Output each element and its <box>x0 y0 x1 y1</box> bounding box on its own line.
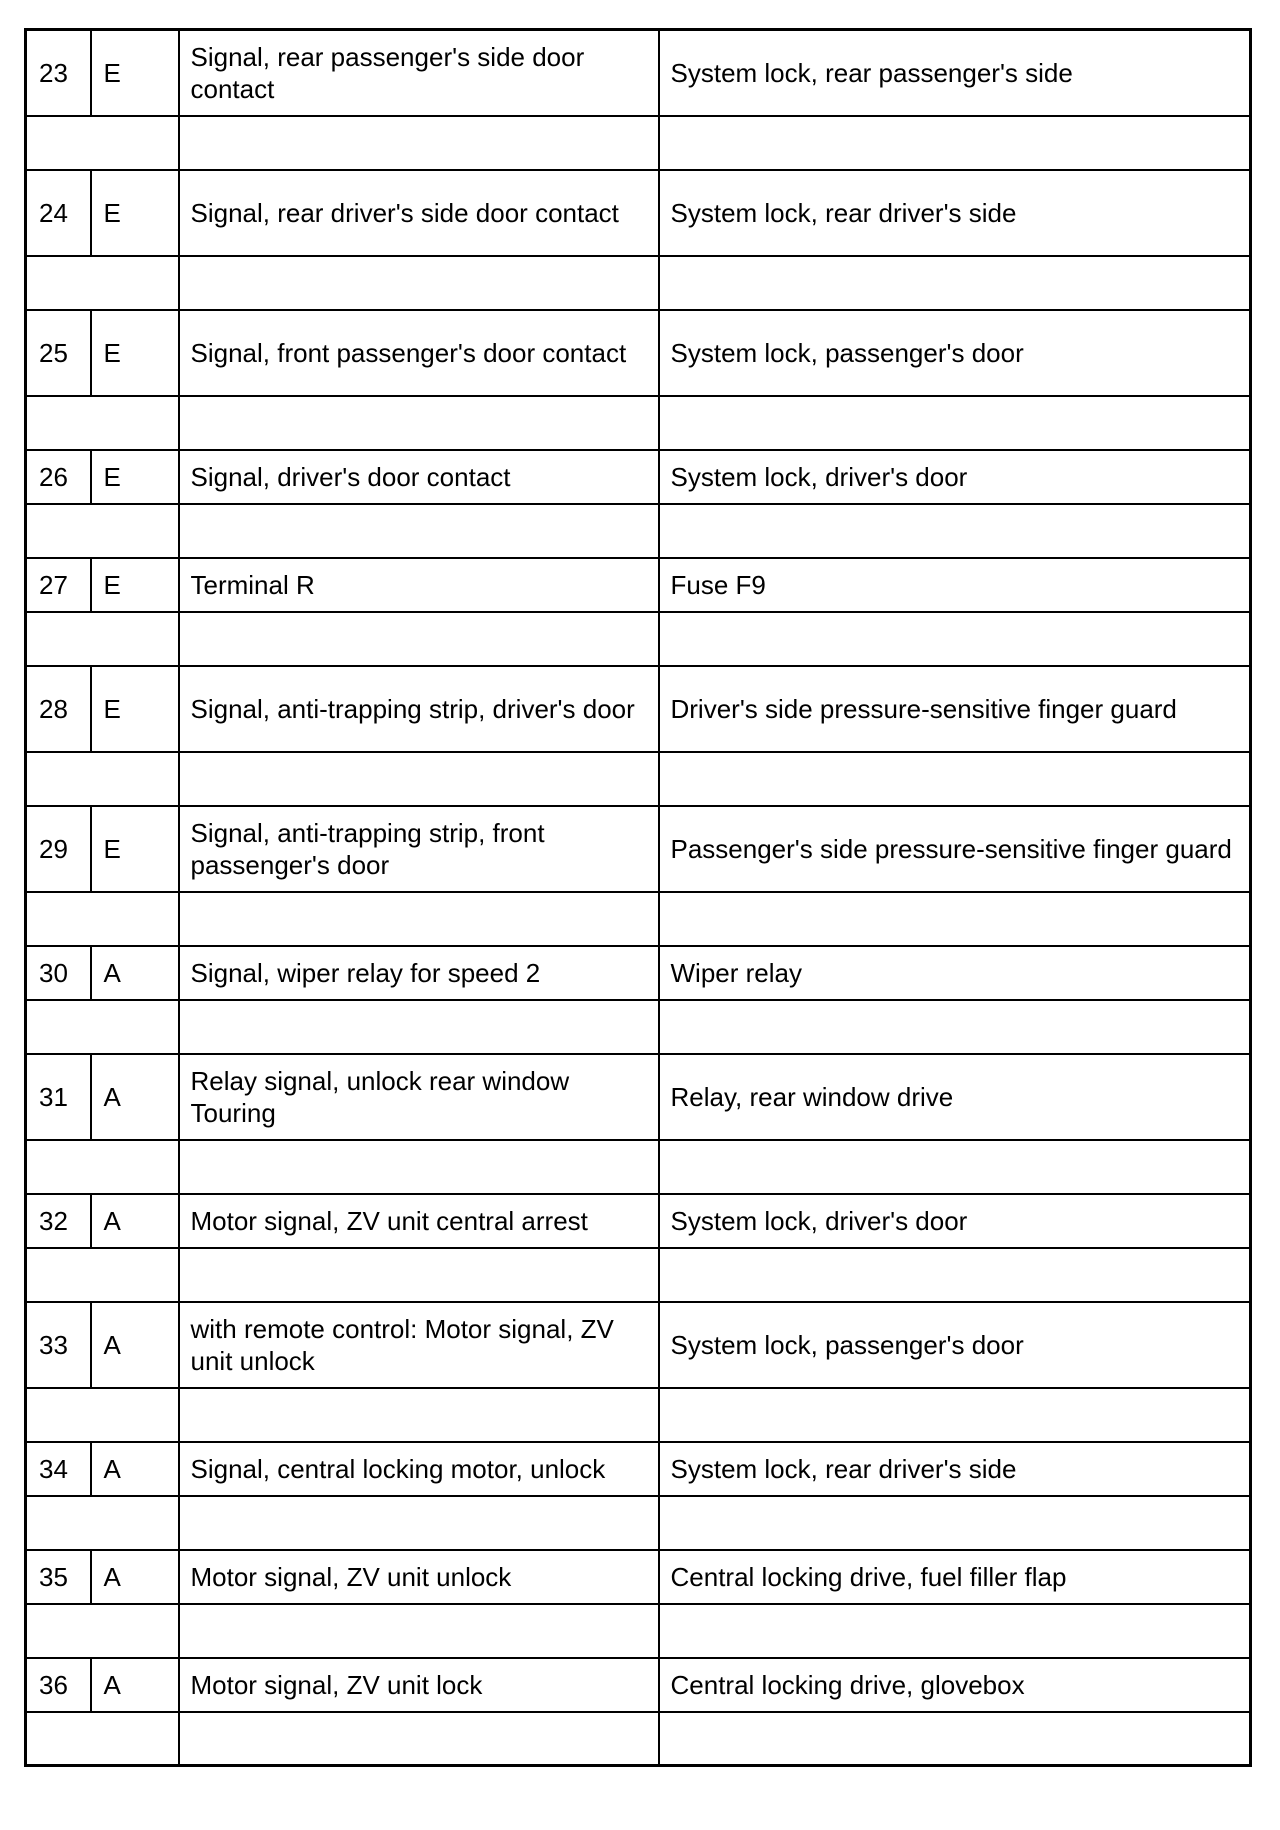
connection-cell: Central locking drive, glovebox <box>659 1658 1251 1712</box>
signal-description-cell: Motor signal, ZV unit central arrest <box>179 1194 659 1248</box>
table-row <box>26 170 1251 256</box>
connection-cell: Relay, rear window drive <box>659 1054 1251 1140</box>
signal-type-cell: E <box>91 30 179 116</box>
table-row <box>26 558 1251 612</box>
table-row <box>26 666 1251 752</box>
empty-cell <box>659 1496 1251 1550</box>
table-row <box>26 310 1251 396</box>
pin-number-cell: 27 <box>26 558 91 612</box>
table-row <box>26 1054 1251 1140</box>
signal-type-cell: A <box>91 1194 179 1248</box>
signal-type-cell: A <box>91 1442 179 1496</box>
signal-description-cell: Signal, rear passenger's side door contact <box>179 30 659 116</box>
connection-cell: System lock, rear driver's side <box>659 1442 1251 1496</box>
spacer-row <box>26 1140 1251 1194</box>
signal-description-cell: Signal, anti-trapping strip, driver's door <box>179 666 659 752</box>
pin-number-cell: 24 <box>26 170 91 256</box>
spacer-row <box>26 752 1251 806</box>
empty-cell <box>659 504 1251 558</box>
spacer-row <box>26 1712 1251 1766</box>
connection-cell: Central locking drive, fuel filler flap <box>659 1550 1251 1604</box>
empty-cell <box>179 504 659 558</box>
spacer-row <box>26 1496 1251 1550</box>
pin-number-cell: 35 <box>26 1550 91 1604</box>
spacer-row <box>26 1248 1251 1302</box>
pin-number-cell: 30 <box>26 946 91 1000</box>
pin-number-cell: 23 <box>26 30 91 116</box>
signal-type-cell: A <box>91 1054 179 1140</box>
connection-cell: Fuse F9 <box>659 558 1251 612</box>
signal-description-cell: Signal, central locking motor, unlock <box>179 1442 659 1496</box>
signal-description-cell: Signal, anti-trapping strip, front passenger's door <box>179 806 659 892</box>
pin-number-cell: 36 <box>26 1658 91 1712</box>
pin-number-cell: 34 <box>26 1442 91 1496</box>
signal-type-cell: A <box>91 1550 179 1604</box>
empty-cell <box>179 1388 659 1442</box>
signal-description-cell: Relay signal, unlock rear window Touring <box>179 1054 659 1140</box>
empty-cell <box>659 396 1251 450</box>
signal-description-cell: Terminal R <box>179 558 659 612</box>
empty-cell <box>26 752 179 806</box>
empty-cell <box>26 256 179 310</box>
empty-cell <box>179 612 659 666</box>
empty-cell <box>179 1496 659 1550</box>
empty-cell <box>179 116 659 170</box>
table-row <box>26 1194 1251 1248</box>
connection-cell: Driver's side pressure-sensitive finger guard <box>659 666 1251 752</box>
empty-cell <box>179 1000 659 1054</box>
connection-cell: System lock, passenger's door <box>659 1302 1251 1388</box>
pin-number-cell: 31 <box>26 1054 91 1140</box>
signal-description-cell: Signal, front passenger's door contact <box>179 310 659 396</box>
spacer-row <box>26 1000 1251 1054</box>
empty-cell <box>659 1248 1251 1302</box>
empty-cell <box>26 1248 179 1302</box>
empty-cell <box>179 1140 659 1194</box>
empty-cell <box>659 1140 1251 1194</box>
empty-cell <box>659 116 1251 170</box>
empty-cell <box>26 1140 179 1194</box>
connection-cell: Wiper relay <box>659 946 1251 1000</box>
table-body <box>26 30 1251 1766</box>
signal-type-cell: A <box>91 946 179 1000</box>
signal-type-cell: E <box>91 806 179 892</box>
table-row <box>26 30 1251 116</box>
signal-type-cell: A <box>91 1302 179 1388</box>
connection-cell: System lock, rear driver's side <box>659 170 1251 256</box>
table-row <box>26 1442 1251 1496</box>
table-row <box>26 1550 1251 1604</box>
empty-cell <box>26 1388 179 1442</box>
empty-cell <box>659 1000 1251 1054</box>
signal-description-cell: Motor signal, ZV unit unlock <box>179 1550 659 1604</box>
pin-number-cell: 25 <box>26 310 91 396</box>
spacer-row <box>26 892 1251 946</box>
empty-cell <box>26 1000 179 1054</box>
spacer-row <box>26 1388 1251 1442</box>
connection-cell: System lock, driver's door <box>659 450 1251 504</box>
signal-type-cell: E <box>91 170 179 256</box>
signal-type-cell: E <box>91 450 179 504</box>
empty-cell <box>26 892 179 946</box>
table-row <box>26 946 1251 1000</box>
empty-cell <box>26 1712 179 1766</box>
spacer-row <box>26 396 1251 450</box>
empty-cell <box>179 892 659 946</box>
spacer-row <box>26 116 1251 170</box>
signal-description-cell: Signal, driver's door contact <box>179 450 659 504</box>
connection-cell: System lock, driver's door <box>659 1194 1251 1248</box>
signal-type-cell: E <box>91 666 179 752</box>
empty-cell <box>26 116 179 170</box>
empty-cell <box>26 1604 179 1658</box>
empty-cell <box>179 752 659 806</box>
table-row <box>26 1302 1251 1388</box>
empty-cell <box>26 1496 179 1550</box>
table-row <box>26 1658 1251 1712</box>
empty-cell <box>659 612 1251 666</box>
signal-type-cell: E <box>91 558 179 612</box>
pin-assignment-table <box>24 28 1252 1767</box>
connection-cell: System lock, rear passenger's side <box>659 30 1251 116</box>
spacer-row <box>26 1604 1251 1658</box>
empty-cell <box>26 396 179 450</box>
connection-cell: Passenger's side pressure-sensitive finger guard <box>659 806 1251 892</box>
empty-cell <box>659 1712 1251 1766</box>
empty-cell <box>659 256 1251 310</box>
empty-cell <box>26 504 179 558</box>
table-row <box>26 450 1251 504</box>
empty-cell <box>179 1712 659 1766</box>
empty-cell <box>179 1604 659 1658</box>
signal-type-cell: E <box>91 310 179 396</box>
pin-number-cell: 28 <box>26 666 91 752</box>
pin-number-cell: 29 <box>26 806 91 892</box>
table-row <box>26 806 1251 892</box>
spacer-row <box>26 504 1251 558</box>
empty-cell <box>659 1388 1251 1442</box>
spacer-row <box>26 612 1251 666</box>
signal-description-cell: with remote control: Motor signal, ZV unit unlock <box>179 1302 659 1388</box>
empty-cell <box>179 396 659 450</box>
empty-cell <box>659 1604 1251 1658</box>
empty-cell <box>179 1248 659 1302</box>
empty-cell <box>659 892 1251 946</box>
pin-number-cell: 32 <box>26 1194 91 1248</box>
pin-number-cell: 33 <box>26 1302 91 1388</box>
empty-cell <box>179 256 659 310</box>
signal-description-cell: Motor signal, ZV unit lock <box>179 1658 659 1712</box>
signal-description-cell: Signal, rear driver's side door contact <box>179 170 659 256</box>
connection-cell: System lock, passenger's door <box>659 310 1251 396</box>
empty-cell <box>659 752 1251 806</box>
signal-description-cell: Signal, wiper relay for speed 2 <box>179 946 659 1000</box>
spacer-row <box>26 256 1251 310</box>
signal-type-cell: A <box>91 1658 179 1712</box>
empty-cell <box>26 612 179 666</box>
pin-number-cell: 26 <box>26 450 91 504</box>
